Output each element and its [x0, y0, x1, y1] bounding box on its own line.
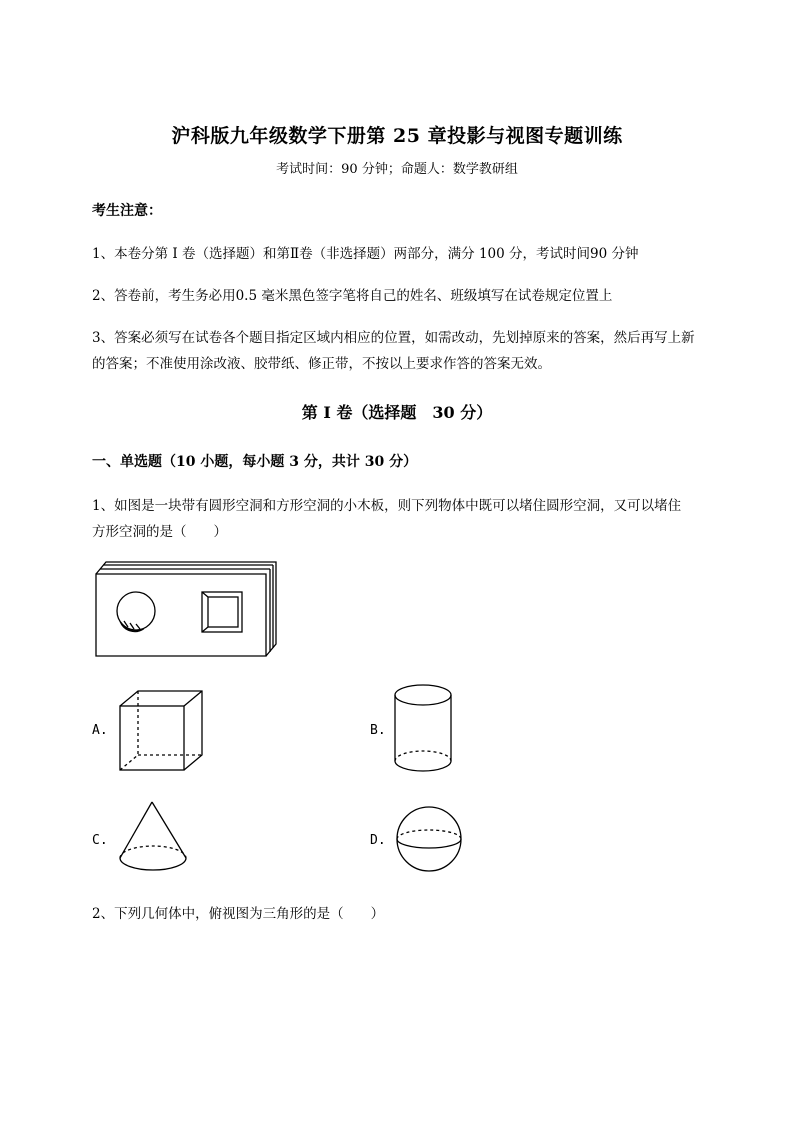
notice-heading: 考生注意：	[92, 203, 162, 219]
exam-info: 考试时间：90 分钟；命题人：数学教研组	[276, 162, 518, 177]
option-c-label: C.	[92, 833, 108, 848]
notice-item-3-line-1: 3、答案必须写在试卷各个题目指定区域内相应的位置，如需改动，先划掉原来的答案，然后再写上新	[92, 330, 695, 346]
part-title: 一、单选题（10 小题，每小题 3 分，共计 30 分）	[92, 454, 418, 470]
sphere-figure	[395, 805, 465, 875]
question-1-line-1: 1、如图是一块带有圆形空洞和方形空洞的小木板，则下列物体中既可以堵住圆形空洞，又可以堵住	[92, 498, 682, 514]
notice-item-3-line-2: 的答案；不准使用涂改液、胶带纸、修正带，不按以上要求作答的答案无效。	[92, 356, 551, 372]
option-b-label: B.	[370, 723, 386, 738]
notice-item-2: 2、答卷前，考生务必用0.5 毫米黑色签字笔将自己的姓名、班级填写在试卷规定位置上	[92, 288, 613, 304]
question-1-line-2: 方形空洞的是（ ）	[92, 524, 227, 540]
board-figure	[94, 560, 284, 660]
option-d-label: D.	[370, 833, 386, 848]
option-a-label: A.	[92, 723, 108, 738]
section-title: 第 I 卷（选择题 30 分）	[301, 403, 493, 422]
cube-figure	[118, 690, 208, 772]
question-2: 2、下列几何体中，俯视图为三角形的是（ ）	[92, 906, 385, 922]
cone-figure	[118, 800, 190, 876]
page-title: 沪科版九年级数学下册第 25 章投影与视图专题训练	[171, 125, 623, 147]
notice-item-1: 1、本卷分第 I 卷（选择题）和第Ⅱ卷（非选择题）两部分，满分 100 分，考试时间90 分钟	[92, 246, 639, 262]
cylinder-figure	[393, 683, 457, 775]
